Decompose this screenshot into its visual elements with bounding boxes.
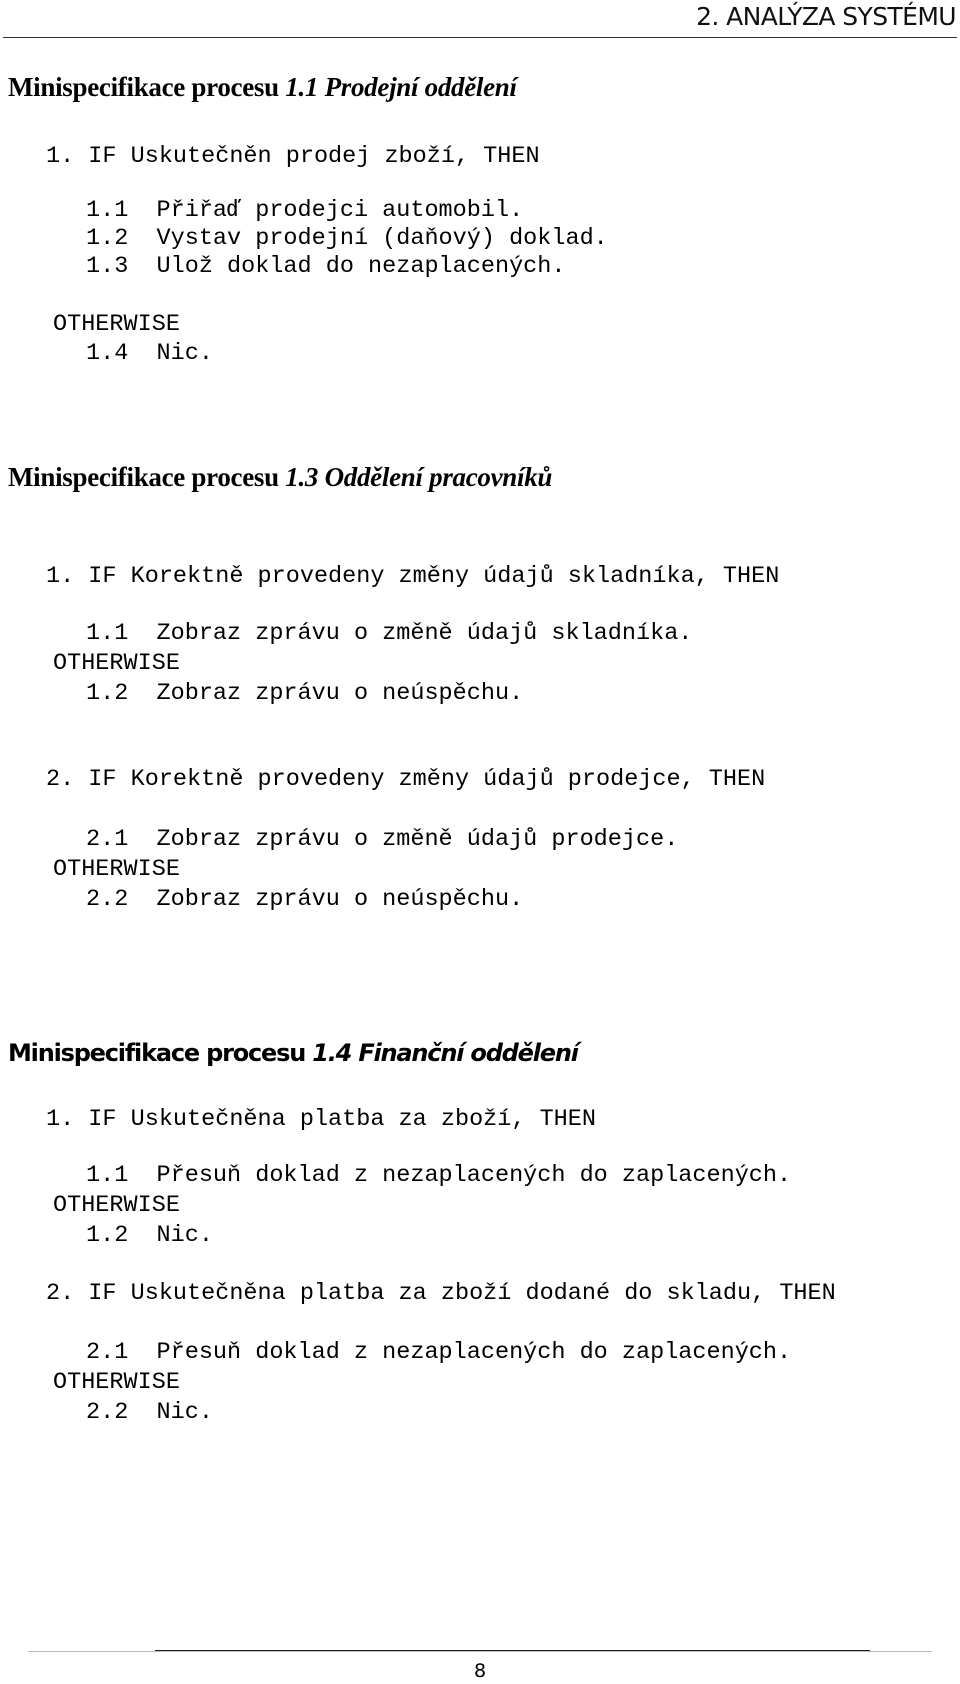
- section-heading: [8, 72, 517, 103]
- action-line: 1.1 Přiřaď prodejci automobil.: [86, 197, 524, 224]
- heading-process-name: 1.3 Oddělení pracovníků: [285, 462, 553, 492]
- heading-process-name: 1.1 Prodejní oddělení: [285, 72, 517, 102]
- chapter-title: 2. ANALÝZA SYSTÉMU: [696, 2, 956, 31]
- otherwise-line: OTHERWISE: [53, 311, 180, 338]
- action-line: 1.2 Zobraz zprávu o neúspěchu.: [86, 680, 524, 707]
- action-line: 2.1 Přesuň doklad z nezaplacených do zaplacených.: [86, 1339, 792, 1366]
- action-line: 2.1 Zobraz zprávu o změně údajů prodejce.: [86, 826, 679, 853]
- otherwise-line: OTHERWISE: [53, 650, 180, 677]
- action-line: 2.2 Zobraz zprávu o neúspěchu.: [86, 886, 524, 913]
- otherwise-line: OTHERWISE: [53, 1369, 180, 1396]
- action-line: 1.4 Nic.: [86, 340, 213, 367]
- heading-prefix: Minispecifikace procesu: [8, 462, 286, 492]
- condition-line: 1. IF Uskutečněn prodej zboží, THEN: [46, 143, 540, 170]
- action-line: 1.1 Zobraz zprávu o změně údajů skladníka.: [86, 620, 693, 647]
- footer-divider-accent: [155, 1650, 870, 1651]
- heading-prefix: Minispecifikace procesu: [8, 1039, 313, 1067]
- otherwise-line: OTHERWISE: [53, 856, 180, 883]
- section-heading: [8, 462, 552, 493]
- condition-line: 1. IF Korektně provedeny změny údajů skladníka, THEN: [46, 563, 780, 590]
- footer-divider: [28, 1651, 932, 1652]
- action-line: 1.3 Ulož doklad do nezaplacených.: [86, 253, 566, 280]
- condition-line: 2. IF Uskutečněna platba za zboží dodané do skladu, THEN: [46, 1280, 836, 1307]
- page-number: 8: [473, 1660, 487, 1682]
- condition-line: 2. IF Korektně provedeny změny údajů prodejce, THEN: [46, 766, 766, 793]
- otherwise-line: OTHERWISE: [53, 1192, 180, 1219]
- section-heading: [8, 1039, 578, 1067]
- action-line: 1.2 Vystav prodejní (daňový) doklad.: [86, 225, 608, 252]
- heading-prefix: Minispecifikace procesu: [8, 72, 286, 102]
- action-line: 1.2 Nic.: [86, 1222, 213, 1249]
- header-divider: [3, 37, 957, 38]
- heading-process-name: 1.4 Finanční oddělení: [312, 1039, 578, 1067]
- condition-line: 1. IF Uskutečněna platba za zboží, THEN: [46, 1106, 596, 1133]
- action-line: 1.1 Přesuň doklad z nezaplacených do zaplacených.: [86, 1162, 792, 1189]
- page-header: [0, 0, 960, 40]
- action-line: 2.2 Nic.: [86, 1399, 213, 1426]
